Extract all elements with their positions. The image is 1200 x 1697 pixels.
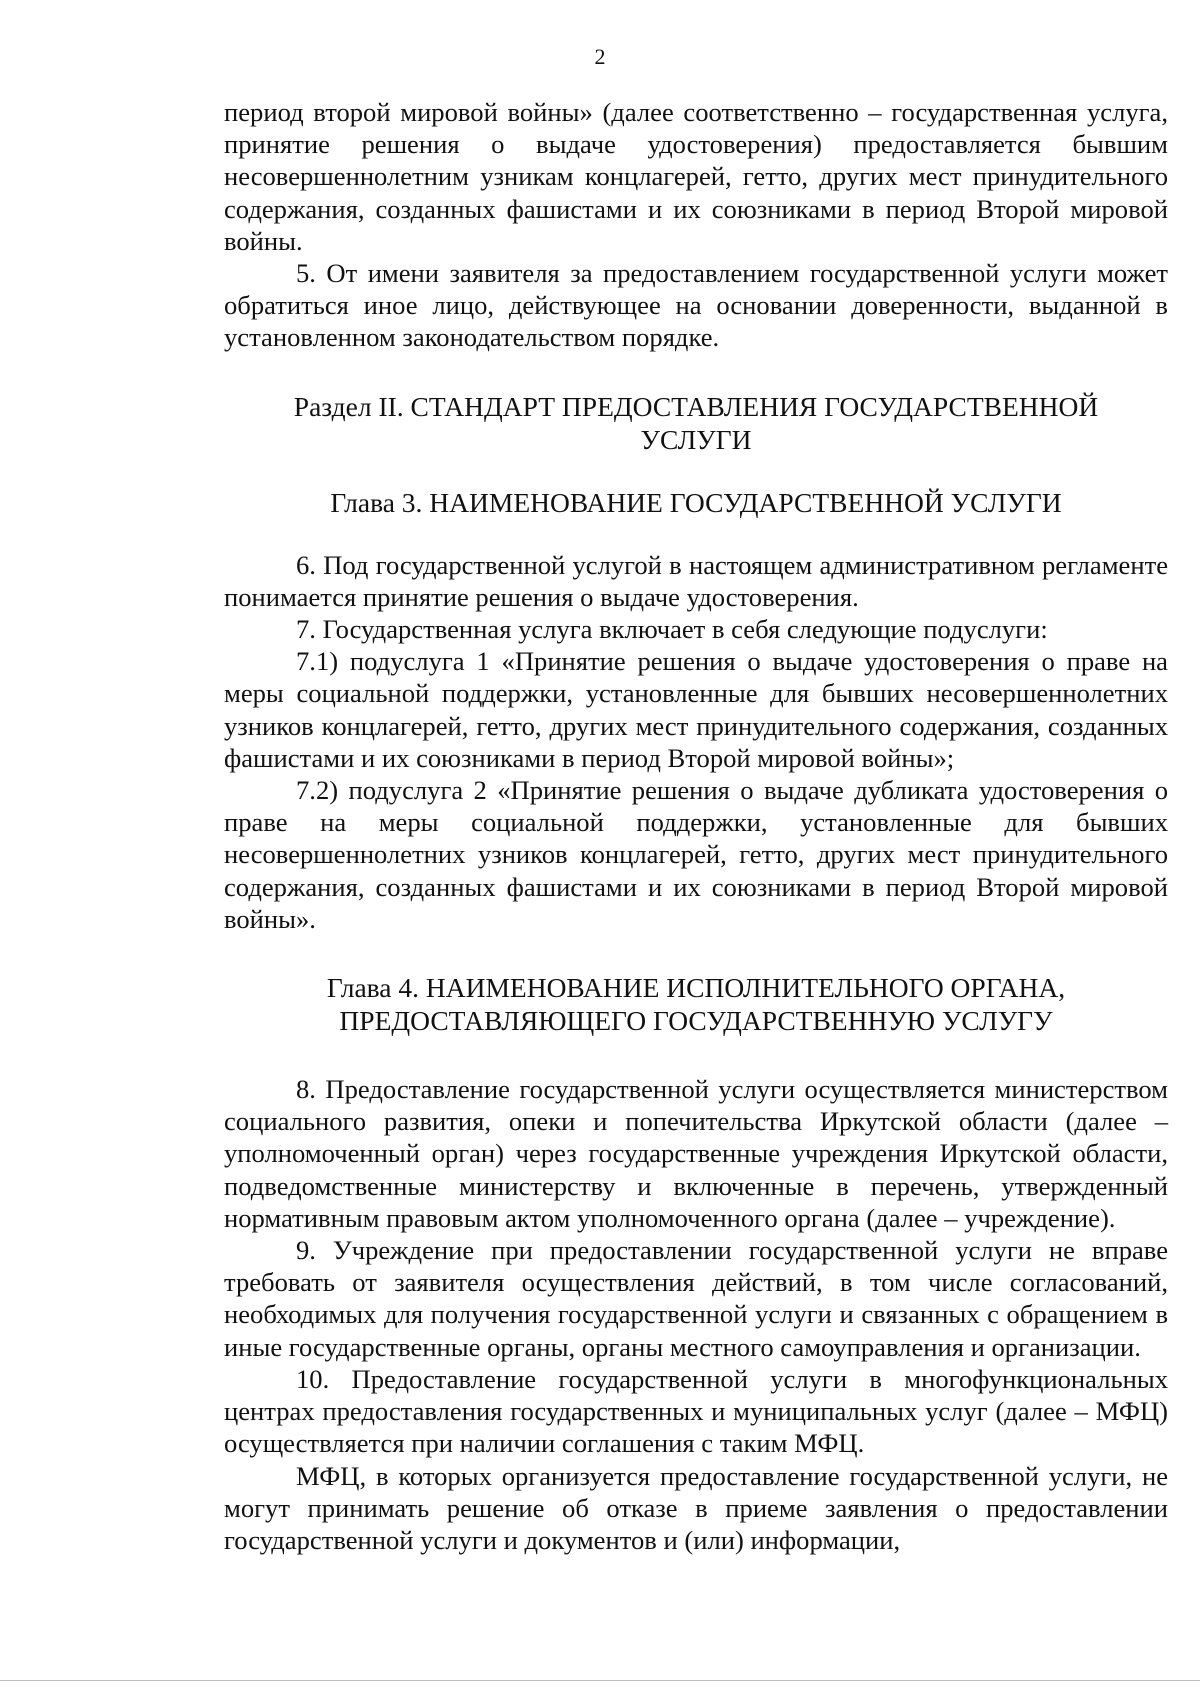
section-gap [224, 354, 1168, 390]
paragraph-6: 7.2) подуслуга 2 «Принятие решения о выдаче дубликата удостоверения о праве на меры социальной поддержки, установленные для бывших несовершеннолетних узников концлагерей, гетто, других мест принудительного содержания, созданных фашистами и их союзниками в период Второй мировой войны». [224, 775, 1168, 934]
heading-line: Глава 4. НАИМЕНОВАНИЕ ИСПОЛНИТЕЛЬНОГО ОРГАНА, [326, 972, 1066, 1004]
heading-line: УСЛУГИ [640, 423, 752, 455]
document-body [224, 96, 1168, 1556]
paragraph-1: период второй мировой войны» (далее соответственно – государственная услуга, принятие решения о выдаче удостоверения) предоставляется бывшим несовершеннолетним узникам концлагерей, гетто, других мест принудительного содержания, созданных фашистами и их союзниками в период Второй мировой войны. [224, 97, 1168, 256]
paragraph-3: 6. Под государственной услугой в настоящем административном регламенте понимается принятие решения о выдаче удостоверения. [224, 549, 1168, 612]
section-gap [224, 456, 1168, 486]
section-gap [224, 519, 1168, 549]
paragraph-4: 7. Государственная услуга включает в себя следующие подуслуги: [296, 614, 1048, 645]
section-gap [224, 1037, 1168, 1073]
section-heading-3 [224, 971, 1168, 1037]
paragraph-9: 10. Предоставление государственной услуги в многофункциональных центрах предоставления государственных и муниципальных услуг (далее – МФЦ) осуществляется при наличии соглашения с таким МФЦ. [224, 1363, 1168, 1459]
page-number: 2 [594, 44, 606, 69]
page-bottom-rule [0, 1680, 1200, 1681]
paragraph-7: 8. Предоставление государственной услуги осуществляется министерством социального развития, опеки и попечительства Иркутской области (далее – уполномоченный орган) через государственные учреждения Иркутской области, подведомственные министерству и включенные в перечень, утвержденный нормативным правовым актом уполномоченного органа (далее – учреждение). [224, 1074, 1168, 1233]
section-heading-1 [224, 390, 1168, 456]
heading-line: ПРЕДОСТАВЛЯЮЩЕГО ГОСУДАРСТВЕННУЮ УСЛУГУ [339, 1005, 1053, 1037]
paragraph-10: МФЦ, в которых организуется предоставление государственной услуги, не могут принимать решение об отказе в приеме заявления о предоставлении государственной услуги и документов и (или) информации, [224, 1460, 1168, 1555]
paragraph-5: 7.1) подуслуга 1 «Принятие решения о выдаче удостоверения о праве на меры социальной поддержки, установленные для бывших несовершеннолетних узников концлагерей, гетто, других мест принудительного содержания, созданных фашистами и их союзниками в период Второй мировой войны»; [224, 646, 1168, 773]
heading-line: Раздел II. СТАНДАРТ ПРЕДОСТАВЛЕНИЯ ГОСУДАРСТВЕННОЙ [293, 390, 1099, 422]
paragraph-2: 5. От имени заявителя за предоставлением государственной услуги может обратиться иное лицо, действующее на основании доверенности, выданной в установленном законодательством порядке. [224, 258, 1168, 353]
heading-line: Глава 3. НАИМЕНОВАНИЕ ГОСУДАРСТВЕННОЙ УСЛУГИ [330, 486, 1062, 518]
section-gap [224, 935, 1168, 971]
section-heading-2 [224, 486, 1168, 519]
paragraph-8: 9. Учреждение при предоставлении государственной услуги не вправе требовать от заявителя осуществления действий, в том числе согласований, необходимых для получения государственной услуги и связанных с обращением в иные государственные органы, органы местного самоуправления и организации. [224, 1235, 1168, 1362]
